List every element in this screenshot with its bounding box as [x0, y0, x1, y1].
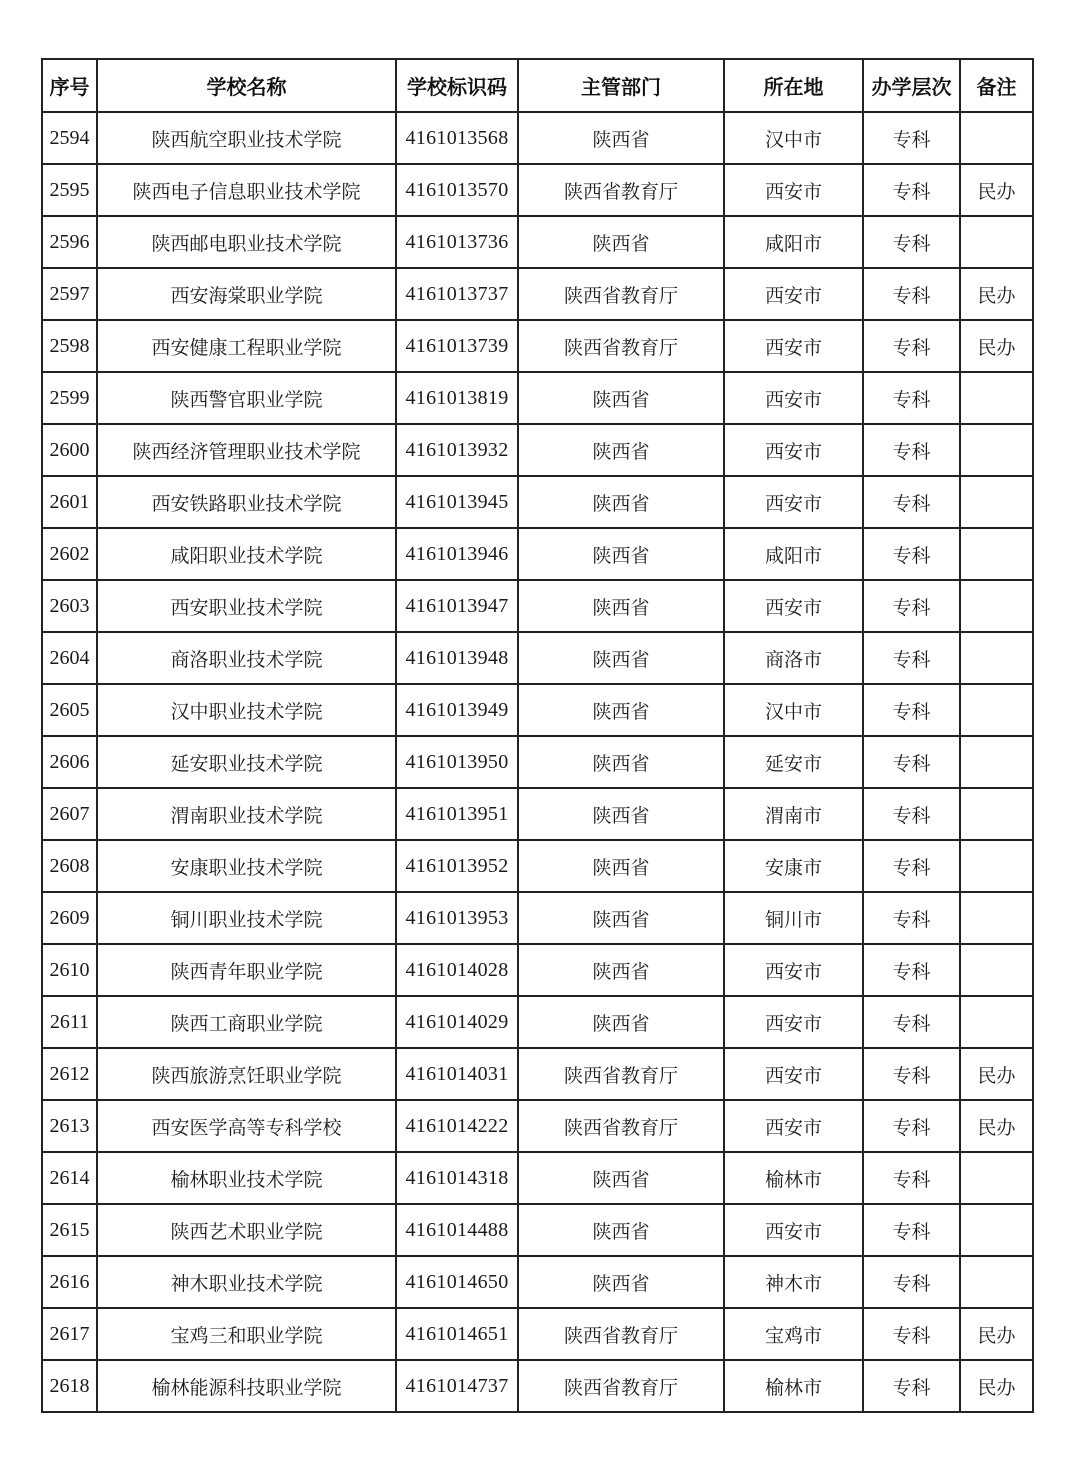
cell-school-code: 4161014031 — [396, 1048, 518, 1100]
cell-remarks — [960, 1256, 1033, 1308]
cell-remarks — [960, 736, 1033, 788]
cell-remarks — [960, 424, 1033, 476]
cell-level: 专科 — [863, 736, 960, 788]
cell-school-name: 汉中职业技术学院 — [97, 684, 396, 736]
cell-level: 专科 — [863, 372, 960, 424]
cell-location: 神木市 — [724, 1256, 863, 1308]
cell-school-name: 陕西工商职业学院 — [97, 996, 396, 1048]
table-row — [42, 788, 1033, 840]
cell-location: 安康市 — [724, 840, 863, 892]
cell-authority: 陕西省 — [518, 112, 724, 164]
cell-serial-number: 2613 — [42, 1100, 97, 1152]
table-header — [42, 59, 1033, 112]
header-authority: 主管部门 — [518, 59, 724, 112]
cell-location: 咸阳市 — [724, 216, 863, 268]
cell-authority: 陕西省教育厅 — [518, 1100, 724, 1152]
cell-authority: 陕西省教育厅 — [518, 1048, 724, 1100]
cell-location: 西安市 — [724, 996, 863, 1048]
cell-level: 专科 — [863, 892, 960, 944]
header-school-name: 学校名称 — [97, 59, 396, 112]
cell-remarks: 民办 — [960, 320, 1033, 372]
cell-school-name: 安康职业技术学院 — [97, 840, 396, 892]
cell-school-code: 4161014651 — [396, 1308, 518, 1360]
header-level: 办学层次 — [863, 59, 960, 112]
table-row — [42, 268, 1033, 320]
cell-serial-number: 2617 — [42, 1308, 97, 1360]
cell-serial-number: 2608 — [42, 840, 97, 892]
cell-serial-number: 2614 — [42, 1152, 97, 1204]
cell-school-code: 4161013946 — [396, 528, 518, 580]
cell-level: 专科 — [863, 476, 960, 528]
cell-remarks — [960, 632, 1033, 684]
table-row — [42, 164, 1033, 216]
cell-location: 西安市 — [724, 1204, 863, 1256]
table-row — [42, 1204, 1033, 1256]
header-remarks: 备注 — [960, 59, 1033, 112]
cell-serial-number: 2610 — [42, 944, 97, 996]
cell-authority: 陕西省教育厅 — [518, 164, 724, 216]
cell-school-name: 陕西警官职业学院 — [97, 372, 396, 424]
cell-school-code: 4161014029 — [396, 996, 518, 1048]
cell-location: 商洛市 — [724, 632, 863, 684]
cell-school-name: 延安职业技术学院 — [97, 736, 396, 788]
table-row — [42, 580, 1033, 632]
cell-school-name: 榆林能源科技职业学院 — [97, 1360, 396, 1412]
cell-authority: 陕西省 — [518, 996, 724, 1048]
cell-authority: 陕西省 — [518, 372, 724, 424]
cell-school-code: 4161014222 — [396, 1100, 518, 1152]
cell-remarks: 民办 — [960, 1360, 1033, 1412]
cell-level: 专科 — [863, 1204, 960, 1256]
cell-remarks: 民办 — [960, 1100, 1033, 1152]
cell-serial-number: 2604 — [42, 632, 97, 684]
cell-serial-number: 2611 — [42, 996, 97, 1048]
cell-school-name: 陕西艺术职业学院 — [97, 1204, 396, 1256]
cell-school-code: 4161014028 — [396, 944, 518, 996]
cell-remarks — [960, 996, 1033, 1048]
cell-authority: 陕西省 — [518, 1152, 724, 1204]
cell-location: 渭南市 — [724, 788, 863, 840]
table-row — [42, 112, 1033, 164]
cell-location: 西安市 — [724, 1100, 863, 1152]
cell-school-name: 西安职业技术学院 — [97, 580, 396, 632]
cell-remarks: 民办 — [960, 164, 1033, 216]
cell-level: 专科 — [863, 788, 960, 840]
cell-serial-number: 2618 — [42, 1360, 97, 1412]
cell-serial-number: 2605 — [42, 684, 97, 736]
cell-level: 专科 — [863, 944, 960, 996]
cell-level: 专科 — [863, 632, 960, 684]
cell-remarks: 民办 — [960, 268, 1033, 320]
cell-school-code: 4161013950 — [396, 736, 518, 788]
cell-school-name: 西安健康工程职业学院 — [97, 320, 396, 372]
cell-level: 专科 — [863, 424, 960, 476]
table-row — [42, 1360, 1033, 1412]
cell-remarks — [960, 112, 1033, 164]
cell-school-code: 4161013932 — [396, 424, 518, 476]
cell-location: 西安市 — [724, 1048, 863, 1100]
cell-school-name: 咸阳职业技术学院 — [97, 528, 396, 580]
table-row — [42, 892, 1033, 944]
cell-authority: 陕西省 — [518, 424, 724, 476]
cell-location: 西安市 — [724, 164, 863, 216]
table-row — [42, 216, 1033, 268]
cell-location: 西安市 — [724, 372, 863, 424]
cell-level: 专科 — [863, 1152, 960, 1204]
cell-level: 专科 — [863, 1360, 960, 1412]
cell-school-name: 渭南职业技术学院 — [97, 788, 396, 840]
cell-school-code: 4161013952 — [396, 840, 518, 892]
cell-serial-number: 2606 — [42, 736, 97, 788]
table-row — [42, 944, 1033, 996]
cell-location: 西安市 — [724, 476, 863, 528]
cell-authority: 陕西省 — [518, 216, 724, 268]
cell-remarks — [960, 892, 1033, 944]
cell-remarks — [960, 944, 1033, 996]
header-location: 所在地 — [724, 59, 863, 112]
cell-location: 榆林市 — [724, 1152, 863, 1204]
header-row — [42, 59, 1033, 112]
cell-level: 专科 — [863, 1308, 960, 1360]
cell-authority: 陕西省 — [518, 528, 724, 580]
cell-level: 专科 — [863, 268, 960, 320]
cell-serial-number: 2616 — [42, 1256, 97, 1308]
header-school-code: 学校标识码 — [396, 59, 518, 112]
cell-school-code: 4161014318 — [396, 1152, 518, 1204]
cell-serial-number: 2602 — [42, 528, 97, 580]
cell-school-name: 陕西旅游烹饪职业学院 — [97, 1048, 396, 1100]
cell-level: 专科 — [863, 112, 960, 164]
cell-school-code: 4161013948 — [396, 632, 518, 684]
cell-serial-number: 2599 — [42, 372, 97, 424]
cell-school-code: 4161013568 — [396, 112, 518, 164]
cell-level: 专科 — [863, 1256, 960, 1308]
cell-serial-number: 2612 — [42, 1048, 97, 1100]
cell-school-name: 陕西邮电职业技术学院 — [97, 216, 396, 268]
table-row — [42, 684, 1033, 736]
cell-location: 西安市 — [724, 944, 863, 996]
cell-authority: 陕西省教育厅 — [518, 1360, 724, 1412]
cell-school-code: 4161013945 — [396, 476, 518, 528]
cell-school-name: 西安海棠职业学院 — [97, 268, 396, 320]
cell-level: 专科 — [863, 164, 960, 216]
cell-remarks — [960, 1152, 1033, 1204]
cell-remarks — [960, 372, 1033, 424]
cell-serial-number: 2596 — [42, 216, 97, 268]
cell-serial-number: 2607 — [42, 788, 97, 840]
table-row — [42, 632, 1033, 684]
table-row — [42, 320, 1033, 372]
table-row — [42, 736, 1033, 788]
cell-serial-number: 2597 — [42, 268, 97, 320]
cell-authority: 陕西省 — [518, 840, 724, 892]
cell-remarks — [960, 788, 1033, 840]
cell-level: 专科 — [863, 840, 960, 892]
cell-authority: 陕西省 — [518, 788, 724, 840]
cell-level: 专科 — [863, 528, 960, 580]
cell-location: 延安市 — [724, 736, 863, 788]
cell-school-code: 4161013570 — [396, 164, 518, 216]
table-row — [42, 372, 1033, 424]
cell-location: 西安市 — [724, 424, 863, 476]
table-row — [42, 476, 1033, 528]
cell-school-code: 4161014737 — [396, 1360, 518, 1412]
cell-authority: 陕西省 — [518, 892, 724, 944]
cell-level: 专科 — [863, 684, 960, 736]
cell-authority: 陕西省 — [518, 476, 724, 528]
cell-level: 专科 — [863, 1100, 960, 1152]
schools-table — [41, 58, 1034, 1413]
cell-location: 宝鸡市 — [724, 1308, 863, 1360]
cell-location: 汉中市 — [724, 684, 863, 736]
cell-school-code: 4161013947 — [396, 580, 518, 632]
cell-location: 西安市 — [724, 580, 863, 632]
table-row — [42, 1256, 1033, 1308]
cell-remarks — [960, 580, 1033, 632]
cell-serial-number: 2603 — [42, 580, 97, 632]
cell-remarks — [960, 684, 1033, 736]
cell-school-code: 4161013953 — [396, 892, 518, 944]
cell-authority: 陕西省 — [518, 944, 724, 996]
cell-location: 西安市 — [724, 268, 863, 320]
cell-school-code: 4161014650 — [396, 1256, 518, 1308]
cell-school-name: 铜川职业技术学院 — [97, 892, 396, 944]
cell-remarks — [960, 476, 1033, 528]
cell-school-code: 4161013739 — [396, 320, 518, 372]
cell-authority: 陕西省教育厅 — [518, 320, 724, 372]
cell-location: 西安市 — [724, 320, 863, 372]
cell-school-name: 陕西航空职业技术学院 — [97, 112, 396, 164]
cell-school-name: 榆林职业技术学院 — [97, 1152, 396, 1204]
table-row — [42, 1048, 1033, 1100]
cell-authority: 陕西省 — [518, 684, 724, 736]
table-row — [42, 528, 1033, 580]
cell-authority: 陕西省教育厅 — [518, 1308, 724, 1360]
cell-school-name: 商洛职业技术学院 — [97, 632, 396, 684]
cell-serial-number: 2615 — [42, 1204, 97, 1256]
cell-location: 咸阳市 — [724, 528, 863, 580]
cell-level: 专科 — [863, 216, 960, 268]
cell-remarks — [960, 528, 1033, 580]
cell-level: 专科 — [863, 996, 960, 1048]
cell-serial-number: 2609 — [42, 892, 97, 944]
document-sheet — [41, 58, 1032, 1413]
cell-school-code: 4161014488 — [396, 1204, 518, 1256]
table-row — [42, 996, 1033, 1048]
cell-level: 专科 — [863, 580, 960, 632]
table-body — [42, 112, 1033, 1412]
cell-remarks: 民办 — [960, 1048, 1033, 1100]
cell-remarks — [960, 216, 1033, 268]
cell-school-code: 4161013736 — [396, 216, 518, 268]
header-serial-number: 序号 — [42, 59, 97, 112]
cell-school-name: 西安铁路职业技术学院 — [97, 476, 396, 528]
cell-authority: 陕西省 — [518, 1256, 724, 1308]
cell-serial-number: 2598 — [42, 320, 97, 372]
cell-location: 榆林市 — [724, 1360, 863, 1412]
cell-school-name: 陕西青年职业学院 — [97, 944, 396, 996]
cell-authority: 陕西省教育厅 — [518, 268, 724, 320]
cell-remarks — [960, 1204, 1033, 1256]
cell-authority: 陕西省 — [518, 736, 724, 788]
cell-remarks — [960, 840, 1033, 892]
cell-school-name: 西安医学高等专科学校 — [97, 1100, 396, 1152]
cell-school-code: 4161013819 — [396, 372, 518, 424]
table-row — [42, 424, 1033, 476]
cell-remarks: 民办 — [960, 1308, 1033, 1360]
table-row — [42, 840, 1033, 892]
table-row — [42, 1100, 1033, 1152]
cell-serial-number: 2595 — [42, 164, 97, 216]
cell-school-code: 4161013949 — [396, 684, 518, 736]
cell-location: 汉中市 — [724, 112, 863, 164]
cell-location: 铜川市 — [724, 892, 863, 944]
cell-authority: 陕西省 — [518, 1204, 724, 1256]
cell-authority: 陕西省 — [518, 580, 724, 632]
cell-level: 专科 — [863, 1048, 960, 1100]
cell-serial-number: 2600 — [42, 424, 97, 476]
cell-school-name: 陕西经济管理职业技术学院 — [97, 424, 396, 476]
cell-school-name: 神木职业技术学院 — [97, 1256, 396, 1308]
cell-school-code: 4161013737 — [396, 268, 518, 320]
cell-authority: 陕西省 — [518, 632, 724, 684]
cell-school-name: 陕西电子信息职业技术学院 — [97, 164, 396, 216]
cell-school-name: 宝鸡三和职业学院 — [97, 1308, 396, 1360]
cell-school-code: 4161013951 — [396, 788, 518, 840]
table-row — [42, 1152, 1033, 1204]
table-row — [42, 1308, 1033, 1360]
cell-level: 专科 — [863, 320, 960, 372]
cell-serial-number: 2594 — [42, 112, 97, 164]
cell-serial-number: 2601 — [42, 476, 97, 528]
